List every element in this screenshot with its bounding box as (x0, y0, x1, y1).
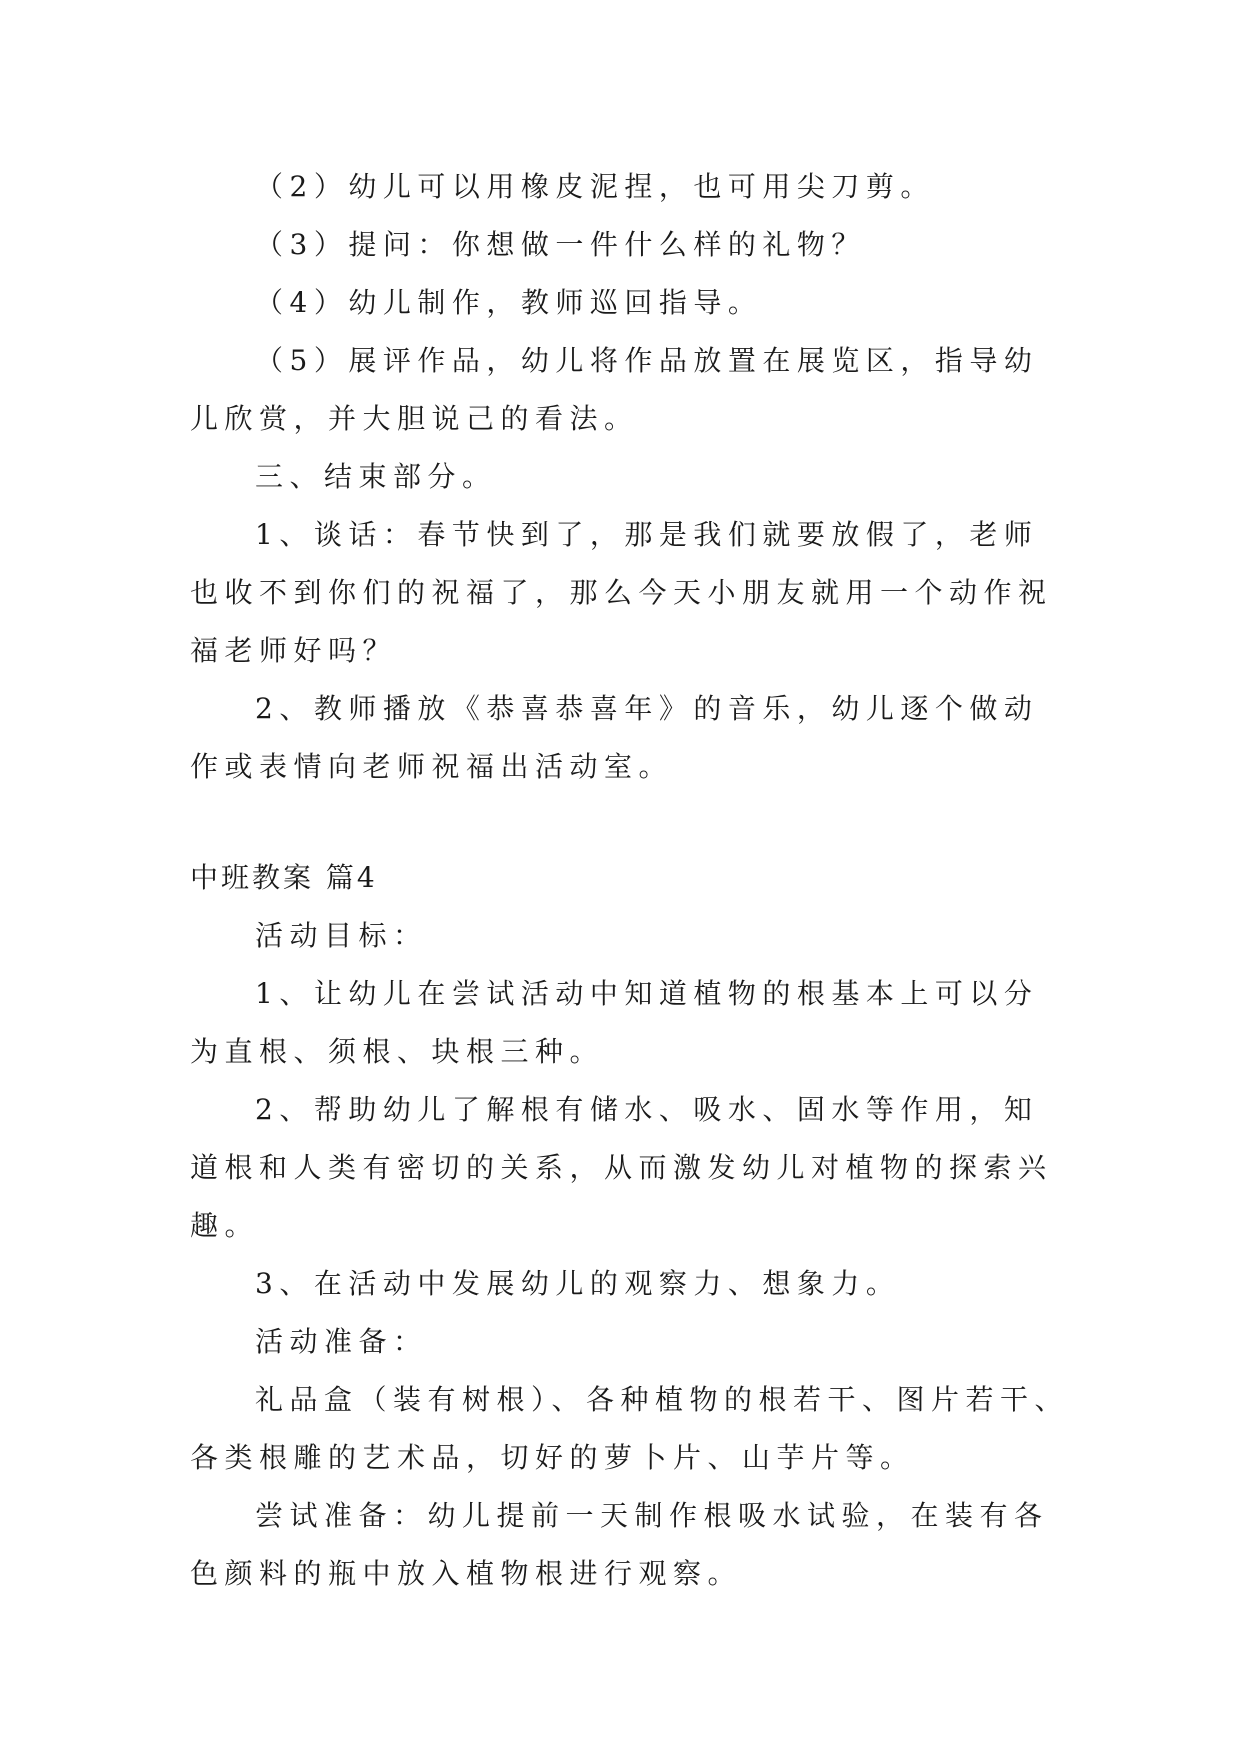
paragraph: 2、教师播放《恭喜恭喜年》的音乐，幼儿逐个做动作或表情向老师祝福出活动室。 (190, 692, 1039, 783)
document-body (190, 158, 1070, 1603)
paragraph: 尝试准备：幼儿提前一天制作根吸水试验，在装有各色颜料的瓶中放入植物根进行观察。 (190, 1499, 1049, 1590)
paragraph: （5）展评作品，幼儿将作品放置在展览区，指导幼儿欣赏，并大胆说己的看法。 (190, 344, 1039, 435)
paragraph: （2）幼儿可以用橡皮泥捏，也可用尖刀剪。 (255, 170, 935, 203)
paragraph: 礼品盒（装有树根）、各种植物的根若干、图片若干、各类根雕的艺术品，切好的萝卜片、山芋片等。 (190, 1383, 1070, 1474)
paragraph: 1、让幼儿在尝试活动中知道植物的根基本上可以分为直根、须根、块根三种。 (190, 977, 1039, 1068)
section-gap (190, 796, 1070, 849)
paragraph: （4）幼儿制作，教师巡回指导。 (255, 286, 763, 319)
section-subheading: 活动准备： (255, 1325, 428, 1358)
paragraph: 1、谈话：春节快到了，那是我们就要放假了，老师也收不到你们的祝福了，那么今天小朋友就用一个动作祝福老师好吗？ (190, 518, 1053, 667)
paragraph: 3、在活动中发展幼儿的观察力、想象力。 (255, 1267, 901, 1300)
paragraph: 2、帮助幼儿了解根有储水、吸水、固水等作用，知道根和人类有密切的关系，从而激发幼儿对植物的探索兴趣。 (190, 1093, 1053, 1242)
section-title: 中班教案 篇4 (190, 861, 378, 894)
section-subheading: 活动目标： (255, 919, 428, 952)
section-subheading: 三、结束部分。 (255, 460, 497, 493)
paragraph: （3）提问：你想做一件什么样的礼物？ (255, 228, 866, 261)
